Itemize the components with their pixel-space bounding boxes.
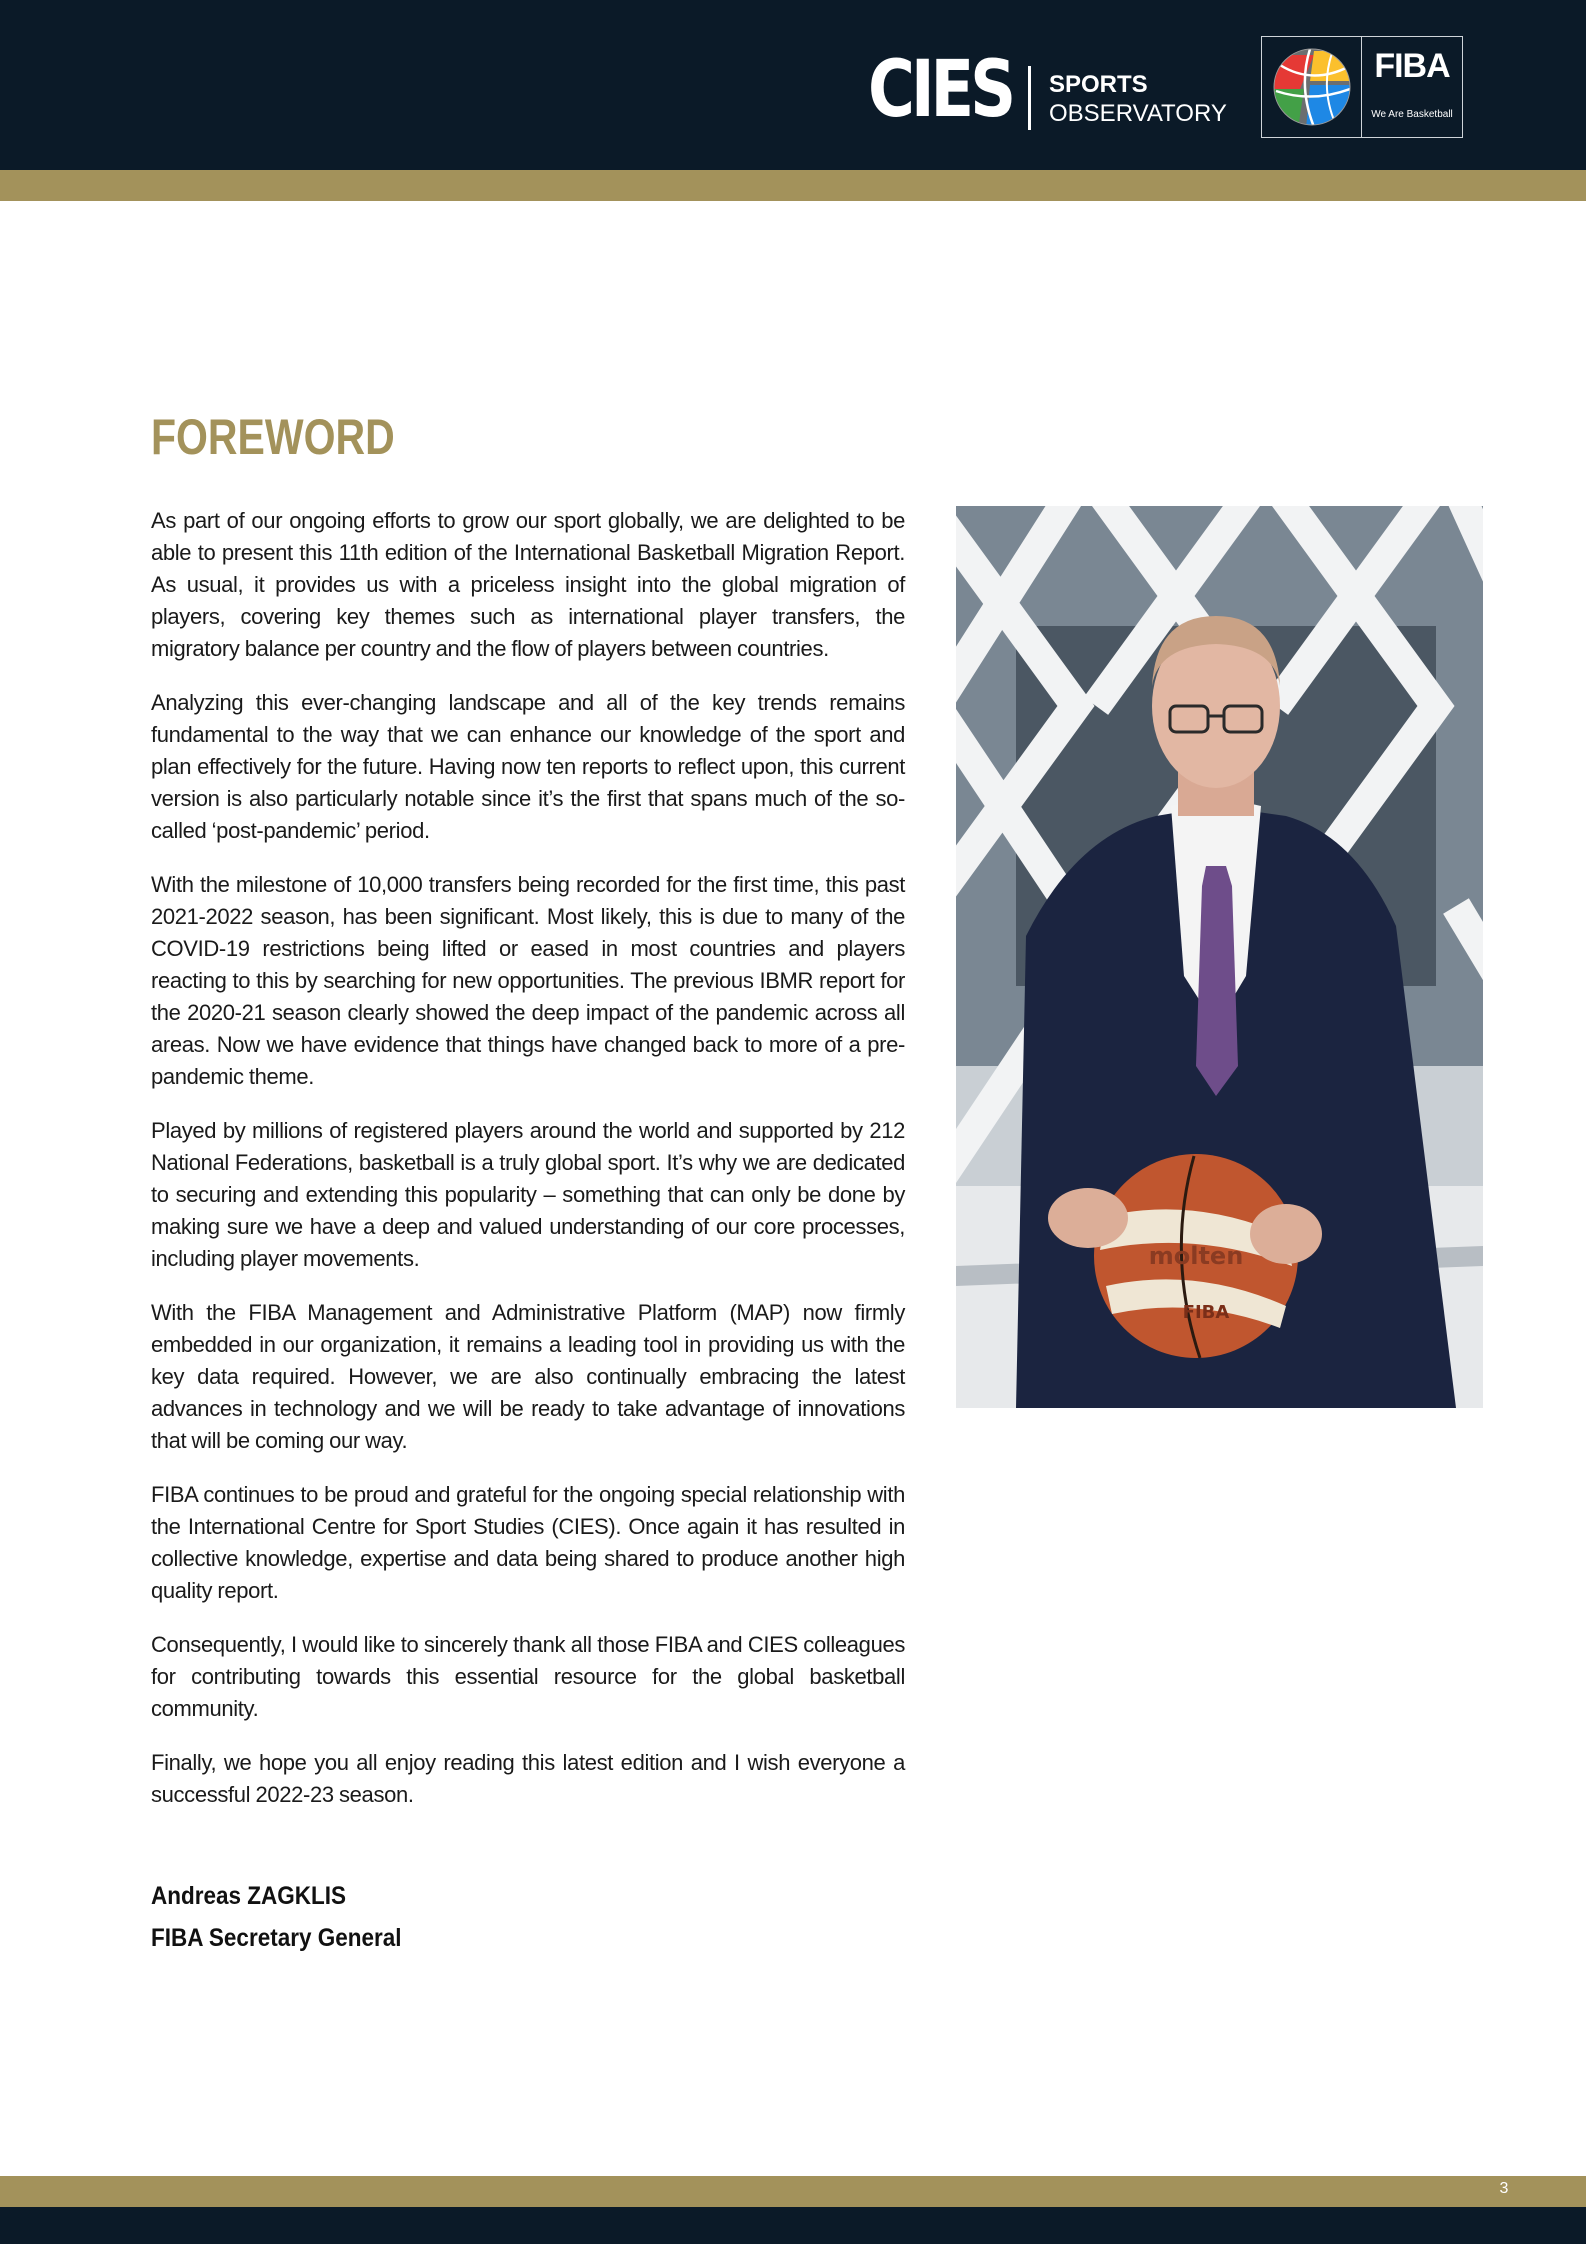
portrait-photo — [956, 506, 1483, 1408]
fiba-tagline: We Are Basketball — [1371, 109, 1453, 120]
ball-logo-text: FIBA — [1182, 1302, 1230, 1323]
fiba-wordmark — [1362, 37, 1462, 137]
signatory-name: Andreas ZAGKLIS — [151, 1882, 347, 1910]
cies-sports-observatory-logo[interactable] — [868, 44, 1227, 136]
signature-block — [151, 1875, 402, 1959]
fiba-name: FIBA — [1374, 47, 1450, 85]
page-number: 3 — [1499, 2180, 1509, 2197]
fiba-ball-icon — [1262, 37, 1362, 137]
paragraph: FIBA continues to be proud and grateful for the ongoing special relationship with the International Centre for Sport Studies (CIES). Once again it has resulted in collective knowledge, expertise and data being shared to produce another high quality report. — [151, 1482, 905, 1603]
ball-brand-text: molten — [1148, 1242, 1244, 1270]
sports-label: SPORTS — [1049, 71, 1148, 98]
paragraph: With the milestone of 10,000 transfers being recorded for the first time, this past 2021-2022 season, has been significant. Most likely, this is due to many of the COVID-19 restrictions being lifted or eased in most countries and players reacting to this by searching for new opportunities. The previous IBMR report for the 2020-21 season clearly showed the deep impact of the pandemic across all areas. Now we have evidence that things have changed back to more of a pre-pandemic theme. — [151, 872, 905, 1089]
foreword-body — [151, 505, 905, 1833]
footer-gold-stripe — [0, 2176, 1586, 2207]
sports-observatory-label — [1049, 70, 1227, 128]
footer-bar — [0, 2207, 1586, 2244]
paragraph: With the FIBA Management and Administrative Platform (MAP) now firmly embedded in our organization, it remains a leading tool in providing us with the key data required. However, we are also continually embracing the latest advances in technology and we will be ready to take advantage of innovations that will be coming our way. — [151, 1300, 905, 1453]
paragraph: Analyzing this ever-changing landscape and all of the key trends remains fundamental to the way that we can enhance our knowledge of the sport and plan effectively for the future. Having now ten reports to reflect upon, this current version is also particularly notable since it’s the first that spans much of the so-called ‘post-pandemic’ period. — [151, 690, 905, 843]
fiba-logo[interactable] — [1261, 36, 1463, 138]
cies-logo-wordmark: CIES — [868, 45, 1013, 135]
paragraph: As part of our ongoing efforts to grow our sport globally, we are delighted to be able to present this 11th edition of the International Basketball Migration Report. As usual, it provides us with a priceless insight into the global migration of players, covering key themes such as international player transfers, the migratory balance per country and the flow of players between countries. — [151, 508, 905, 661]
paragraph: Played by millions of registered players around the world and supported by 212 National Federations, basketball is a truly global sport. It’s why we are dedicated to securing and extending this popularity – something that can only be done by making sure we have a deep and valued understanding of our core processes, including player movements. — [151, 1118, 905, 1271]
observatory-label: OBSERVATORY — [1049, 100, 1227, 127]
signatory-role: FIBA Secretary General — [151, 1924, 402, 1952]
paragraph: Finally, we hope you all enjoy reading this latest edition and I wish everyone a successful 2022-23 season. — [151, 1750, 905, 1807]
header-gold-stripe — [0, 170, 1586, 201]
page-title: FOREWORD — [151, 409, 395, 465]
logo-divider — [1028, 66, 1031, 130]
paragraph: Consequently, I would like to sincerely thank all those FIBA and CIES colleagues for contributing towards this essential resource for the global basketball community. — [151, 1632, 905, 1721]
